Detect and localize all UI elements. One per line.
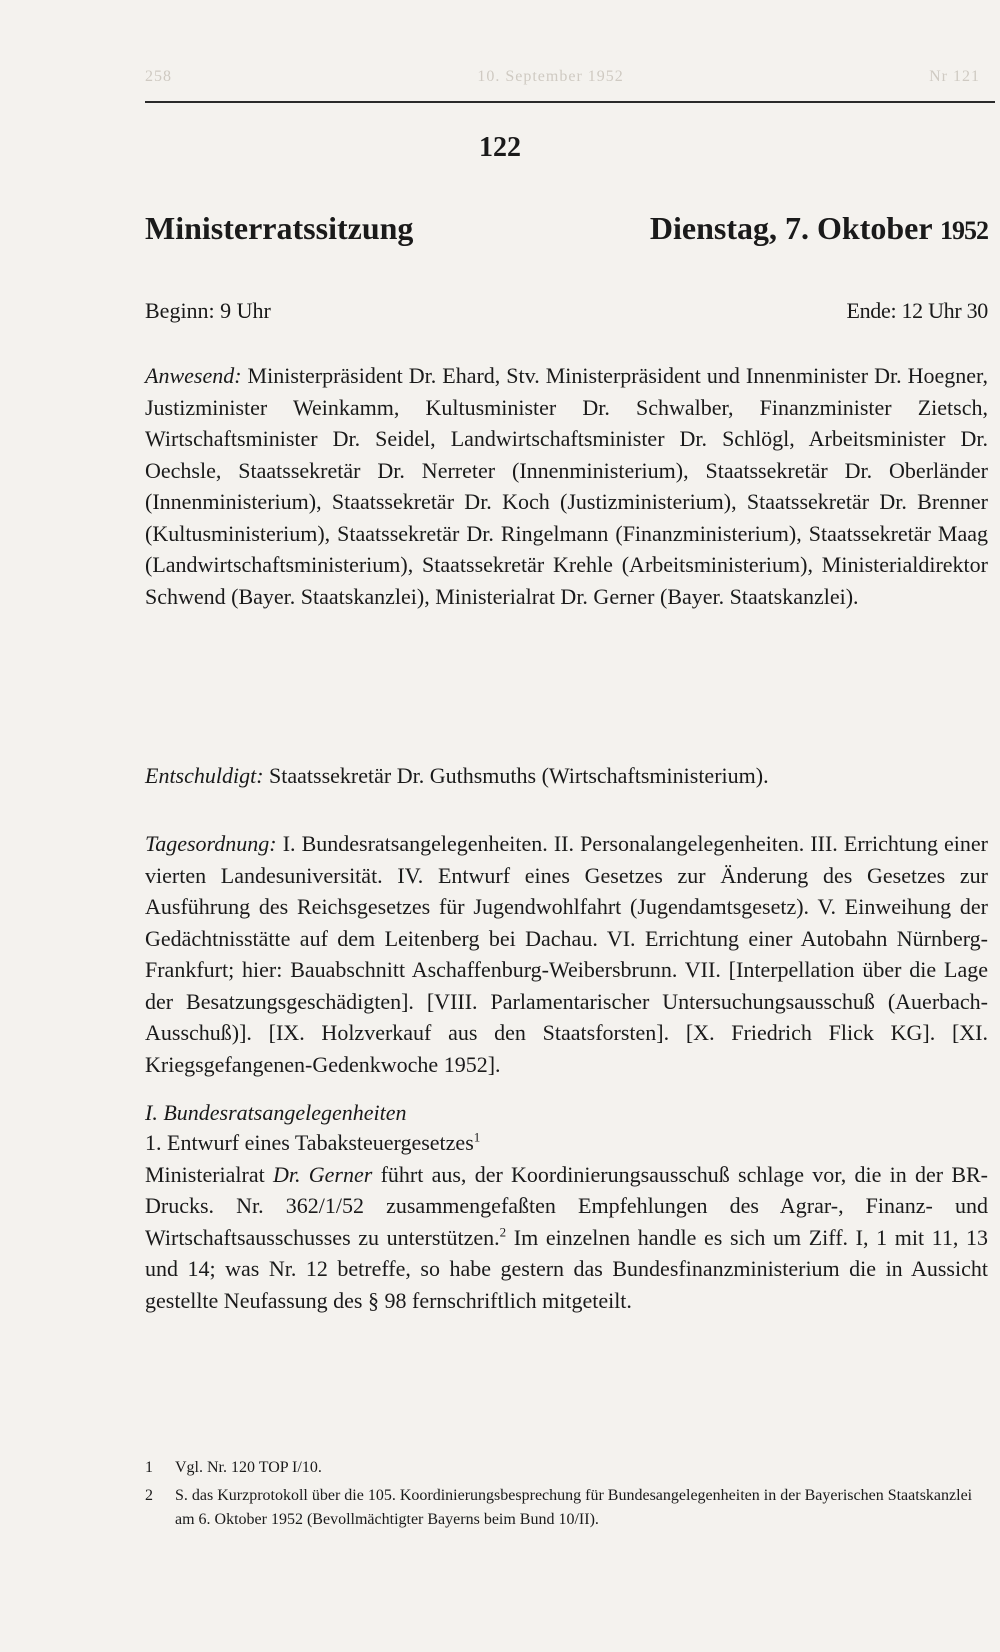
footnote-ref-1[interactable]: 1 [473,1129,481,1145]
document-date [650,210,988,247]
item-paragraph [145,1159,988,1317]
end-time: Ende: 12 Uhr 30 [846,298,988,323]
document-number: 122 [479,132,521,163]
section-heading [145,1097,988,1129]
attendees-text: Ministerpräsident Dr. Ehard, Stv. Ministerpräsident und Innenminister Dr. Hoegner, Justizminister Weinkamm, Kultusminister Dr. Schwalber, Finanzminister Zietsch, Wirtschaftsminister Dr. Seidel, Landwirtschaftsminister Dr. Schlögl, Arbeitsminister Dr. Oechsle, Staatssekretär Dr. Nerreter (Innenministerium), Staatssekretär Dr. Oberländer (Innenministerium), Staatssekretär Dr. Koch (Justizministerium), Staatssekretär Dr. Brenner (Kultusministerium), Staatssekretär Dr. Ringelmann (Finanzministerium), Staatssekretär Maag (Landwirtschaftsministerium), Staatssekretär Krehle (Arbeitsministerium), Ministerialdirektor Schwend (Bayer. Staatskanzlei), Ministerialrat Dr. Gerner (Bayer. Staatskanzlei). [145,363,988,609]
footnote [145,1484,995,1532]
section-heading-text: I. Bundesratsangelegenheiten [145,1100,407,1125]
footnote-ref-2[interactable]: 2 [499,1224,507,1240]
paragraph-part-a: Ministerialrat [145,1161,274,1187]
header-rule [145,101,995,103]
date-text: Dienstag, 7. Oktober [649,210,940,246]
agenda-label: Tagesordnung: [145,831,277,856]
running-head [145,68,1000,86]
agenda-text: I. Bundesratsangelegenheiten. II. Personalangelegenheiten. III. Errichtung einer vierten Landesuniversität. IV. Entwurf eines Gesetzes zur Änderung des Gesetzes zur Ausführung des Reichsgesetzes für Jugendwohlfahrt (Jugendamtsgesetz). V. Einweihung der Gedächtnisstätte auf dem Leitenberg bei Dachau. VI. Errichtung einer Autobahn Nürnberg-Frankfurt; hier: Bauabschnitt Aschaffenburg-Weibersbrunn. VII. [Interpellation über die Lage der Besatzungsgeschädigten]. [VIII. Parlamentarischer Untersuchungsausschuß (Auerbach-Ausschuß)]. [IX. Holzverkauf aus den Staatsforsten]. [X. Friedrich Flick KG]. [XI. Kriegsgefangenen-Gedenkwoche 1952]. [145,831,988,1077]
attendees-label: Anwesend: [145,363,242,388]
item-title [145,1127,988,1159]
running-head-number: Nr 121 [929,68,980,85]
footnote [145,1456,995,1480]
footnote-text: Vgl. Nr. 120 TOP I/10. [175,1459,322,1476]
title-row [145,210,988,247]
footnote-number: 2 [145,1487,153,1504]
date-year: 1952 [940,216,988,245]
footnote-number: 1 [145,1459,153,1476]
running-head-date: 10. September 1952 [477,68,624,85]
excused-label: Entschuldigt: [145,763,264,788]
document-title: Ministerratssitzung [145,210,414,246]
excused-paragraph [145,760,988,792]
excused-text: Staatssekretär Dr. Guthsmuths (Wirtschaftsministerium). [263,763,769,788]
footnote-text: S. das Kurzprotokoll über die 105. Koordinierungsbesprechung für Bundesangelegenheiten in der Bayerischen Staatskanzlei am 6. Oktober 1952 (Bevollmächtigter Bayerns beim Bund 10/II). [175,1487,973,1528]
item-title-text: 1. Entwurf eines Tabaksteuergesetzes [145,1130,474,1155]
attendees-paragraph [145,360,988,612]
agenda-item-1 [145,1127,988,1316]
time-row [145,298,988,324]
speaker-name: Dr. Gerner [273,1161,373,1187]
running-head-page: 258 [145,68,172,85]
paragraph-part-c: Im einzelnen handle es sich um Ziff. I, 1 mit 11, 13 und 14; was Nr. 12 betreffe, so habe gestern das Bundesfinanzministerium die in Aussicht gestellte Neufassung des § 98 fernschriftlich mitgeteilt. [145,1224,988,1313]
paragraph-part-b: führt aus, der Koordinierungsausschuß schlage vor, die in der BR-Drucks. Nr. 362/1/52 zusammengefaßten Empfehlungen des Agrar-, Finanz- und Wirtschaftsausschusses zu unterstützen. [145,1161,988,1250]
footnotes [145,1456,995,1536]
begin-time: Beginn: 9 Uhr [145,298,271,323]
agenda-paragraph [145,828,988,1080]
